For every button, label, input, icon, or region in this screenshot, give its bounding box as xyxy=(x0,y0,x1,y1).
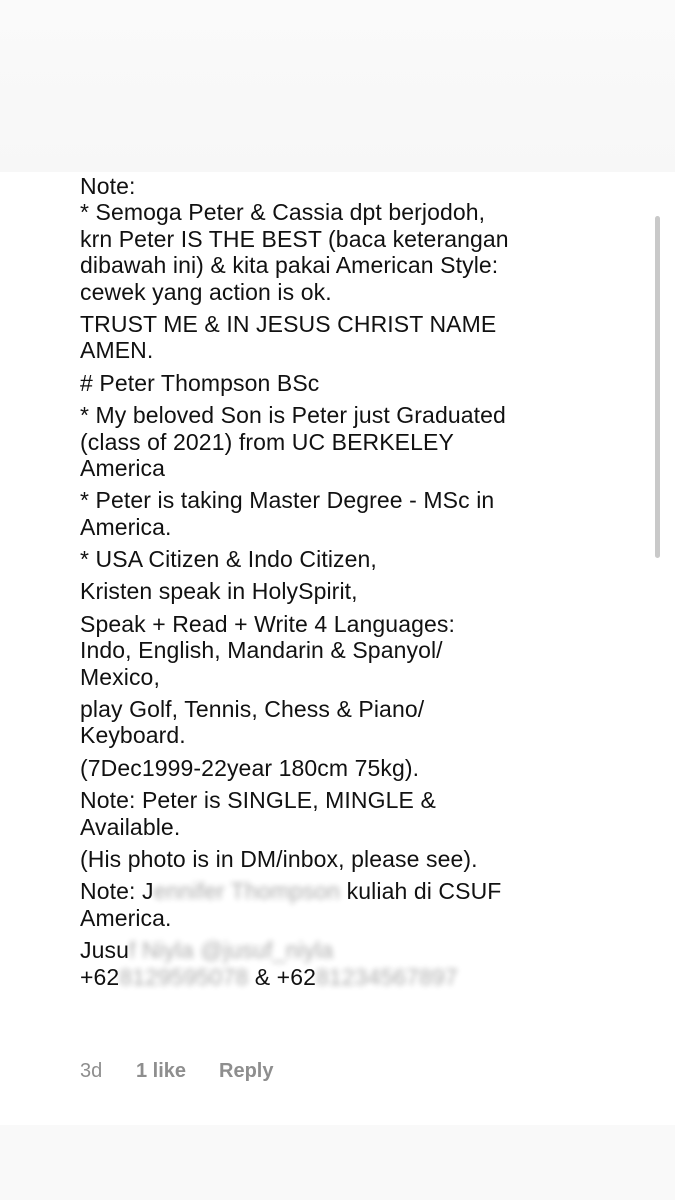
comment-fragment: +62 xyxy=(80,963,120,990)
comment-timestamp: 3d xyxy=(80,1060,103,1082)
header-blank-area xyxy=(0,0,675,172)
reply-button[interactable]: Reply xyxy=(219,1060,274,1082)
comment-line: Available. xyxy=(80,813,181,840)
redacted-phone: 8129595078 xyxy=(119,963,249,990)
comment-line: * Semoga Peter & Cassia dpt berjodoh, xyxy=(80,199,486,226)
comment-line: Note: Peter is SINGLE, MINGLE & xyxy=(80,787,436,814)
comment-line: Keyboard. xyxy=(80,722,186,749)
comment-line: play Golf, Tennis, Chess & Piano/ xyxy=(80,696,425,723)
comment-line: TRUST ME & IN JESUS CHRIST NAME xyxy=(80,310,497,337)
redacted-handle: f Niyla @jusuf_niyla xyxy=(128,937,334,964)
comment-line: (His photo is in DM/inbox, please see). xyxy=(80,845,478,872)
comment-line: America xyxy=(80,454,166,481)
comment-line: Mexico, xyxy=(80,663,160,690)
comment-line: (class of 2021) from UC BERKELEY xyxy=(80,428,454,455)
comment-line: * My beloved Son is Peter just Graduated xyxy=(80,402,506,429)
comment-line: Indo, English, Mandarin & Spanyol/ xyxy=(80,637,443,664)
comment-line: dibawah ini) & kita pakai American Style: xyxy=(80,252,499,279)
comment-line: # Peter Thompson BSc xyxy=(80,369,320,396)
scrollbar-thumb[interactable] xyxy=(655,216,660,558)
comment-line: (7Dec1999-22year 180cm 75kg). xyxy=(80,754,420,781)
likes-count-link[interactable]: 1 like xyxy=(136,1060,187,1082)
comment-line: America. xyxy=(80,513,172,540)
comment-fragment: Jusu xyxy=(80,937,129,964)
comment-text xyxy=(80,173,600,990)
comment-fragment: Note: J xyxy=(80,878,154,905)
redacted-phone: 81234567897 xyxy=(316,963,458,990)
comment-line: America. xyxy=(80,904,172,931)
comment-line: krn Peter IS THE BEST (baca keterangan xyxy=(80,225,509,252)
footer-blank-area xyxy=(0,1125,675,1200)
comment-line: Note: xyxy=(80,173,136,199)
comment-line: Speak + Read + Write 4 Languages: xyxy=(80,610,455,637)
comment-line: Kristen speak in HolySpirit, xyxy=(80,578,358,605)
comment-line-partially-redacted xyxy=(80,878,600,904)
comment-line: * Peter is taking Master Degree - MSc in xyxy=(80,487,495,514)
comment-line: AMEN. xyxy=(80,337,154,364)
comment-line-partially-redacted xyxy=(80,964,600,990)
redacted-name: ennifer Thompson xyxy=(153,878,341,905)
comment-meta-bar xyxy=(80,1060,273,1083)
comment-line: cewek yang action is ok. xyxy=(80,278,332,305)
comment-line: * USA Citizen & Indo Citizen, xyxy=(80,546,377,573)
comment-line-partially-redacted xyxy=(80,937,600,963)
comment-fragment: & +62 xyxy=(254,963,316,990)
comment-fragment: kuliah di CSUF xyxy=(346,878,502,905)
